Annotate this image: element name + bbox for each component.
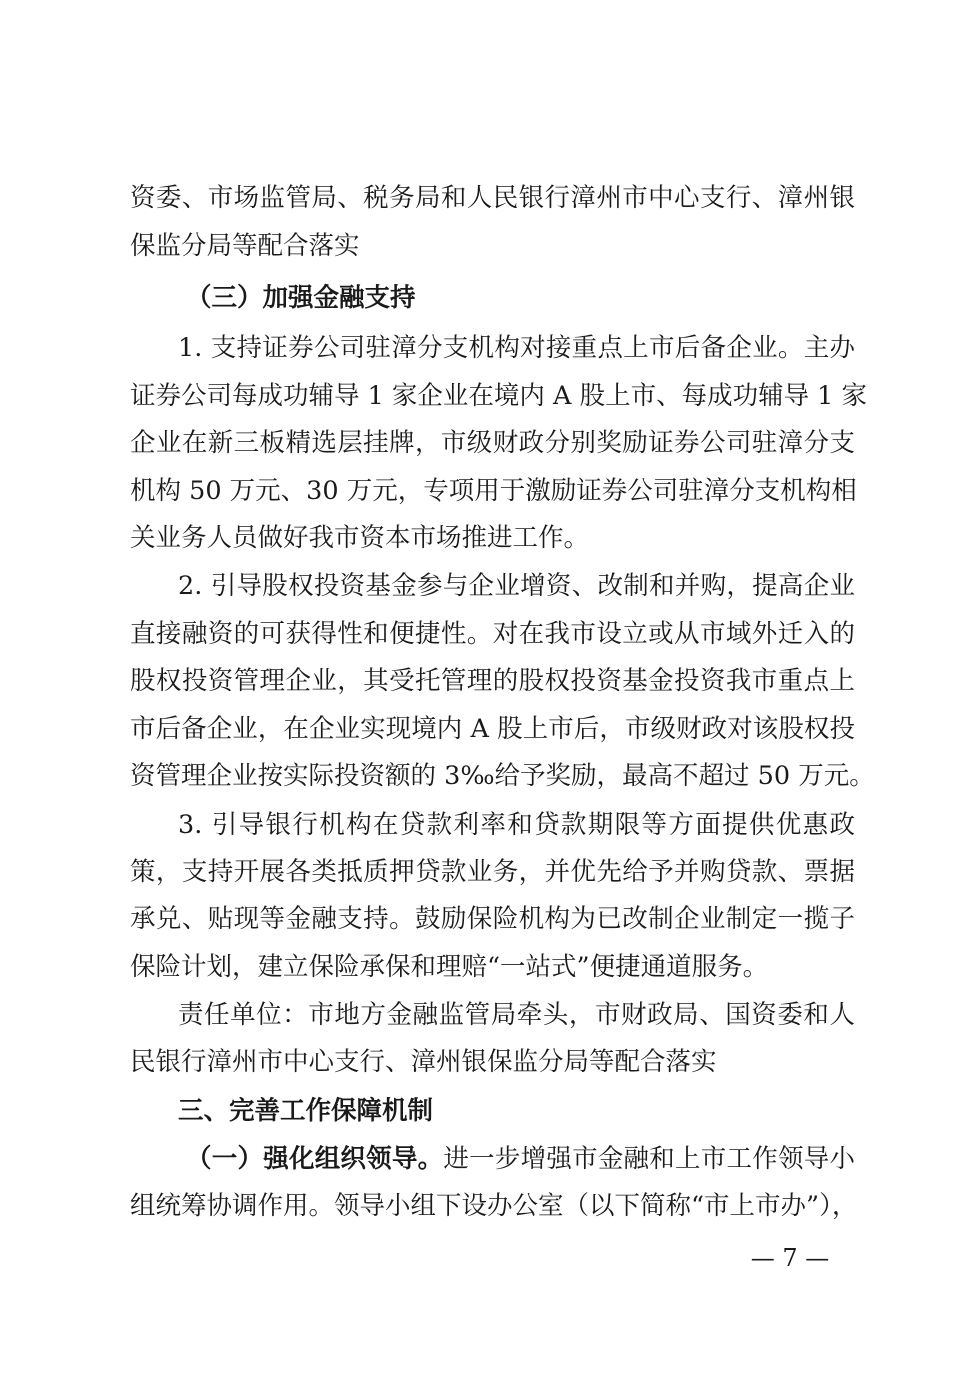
paragraph-line: 承兑、贴现等金融支持。鼓励保险机构为已改制企业制定一揽子 [130,904,855,934]
paragraph-line: 机构 50 万元、30 万元，专项用于激励证券公司驻漳分支机构相 [130,476,857,506]
paragraph-line: 组统筹协调作用。领导小组下设办公室（以下简称“市上市办”）， [130,1191,858,1221]
chapter-heading: 三、完善工作保障机制 [178,1096,434,1126]
paragraph-line: 3. 引导银行机构在贷款利率和贷款期限等方面提供优惠政 [178,810,855,840]
paragraph-line: 企业在新三板精选层挂牌，市级财政分别奖励证券公司驻漳分支 [130,428,855,458]
paragraph-line: 直接融资的可获得性和便捷性。对在我市设立或从市域外迁入的 [130,619,855,649]
paragraph-line: 股权投资管理企业，其受托管理的股权投资基金投资我市重点上 [130,666,855,696]
paragraph-line: 保险计划，建立保险承保和理赔“一站式”便捷通道服务。 [130,952,769,982]
paragraph-line: 责任单位：市地方金融监管局牵头，市财政局、国资委和人 [178,1000,855,1030]
section-heading: （三）加强金融支持 [186,283,416,313]
paragraph-line: 证券公司每成功辅导 1 家企业在境内 A 股上市、每成功辅导 1 家 [130,381,867,411]
paragraph-line: 策，支持开展各类抵质押贷款业务，并优先给予并购贷款、票据 [130,857,855,887]
paragraph-line: 2. 引导股权投资基金参与企业增资、改制和并购，提高企业 [178,571,855,601]
paragraph-line: 保监分局等配合落实 [130,231,360,261]
paragraph-line: 1. 支持证券公司驻漳分支机构对接重点上市后备企业。主办 [178,333,855,363]
paragraph-text: 进一步增强市金融和上市工作领导小 [443,1144,855,1174]
subsection-lead: （一）强化组织领导。 [186,1144,444,1174]
paragraph-line: 关业务人员做好我市资本市场推进工作。 [130,523,590,553]
page-number: — 7 — [750,1244,830,1272]
paragraph-line [186,1144,855,1174]
paragraph-line: 民银行漳州市中心支行、漳州银保监分局等配合落实 [130,1047,717,1077]
paragraph-line: 资委、市场监管局、税务局和人民银行漳州市中心支行、漳州银 [130,183,855,213]
paragraph-line: 资管理企业按实际投资额的 3‰给予奖励，最高不超过 50 万元。 [130,761,875,791]
paragraph-line: 市后备企业，在企业实现境内 A 股上市后，市级财政对该股权投 [130,714,855,744]
